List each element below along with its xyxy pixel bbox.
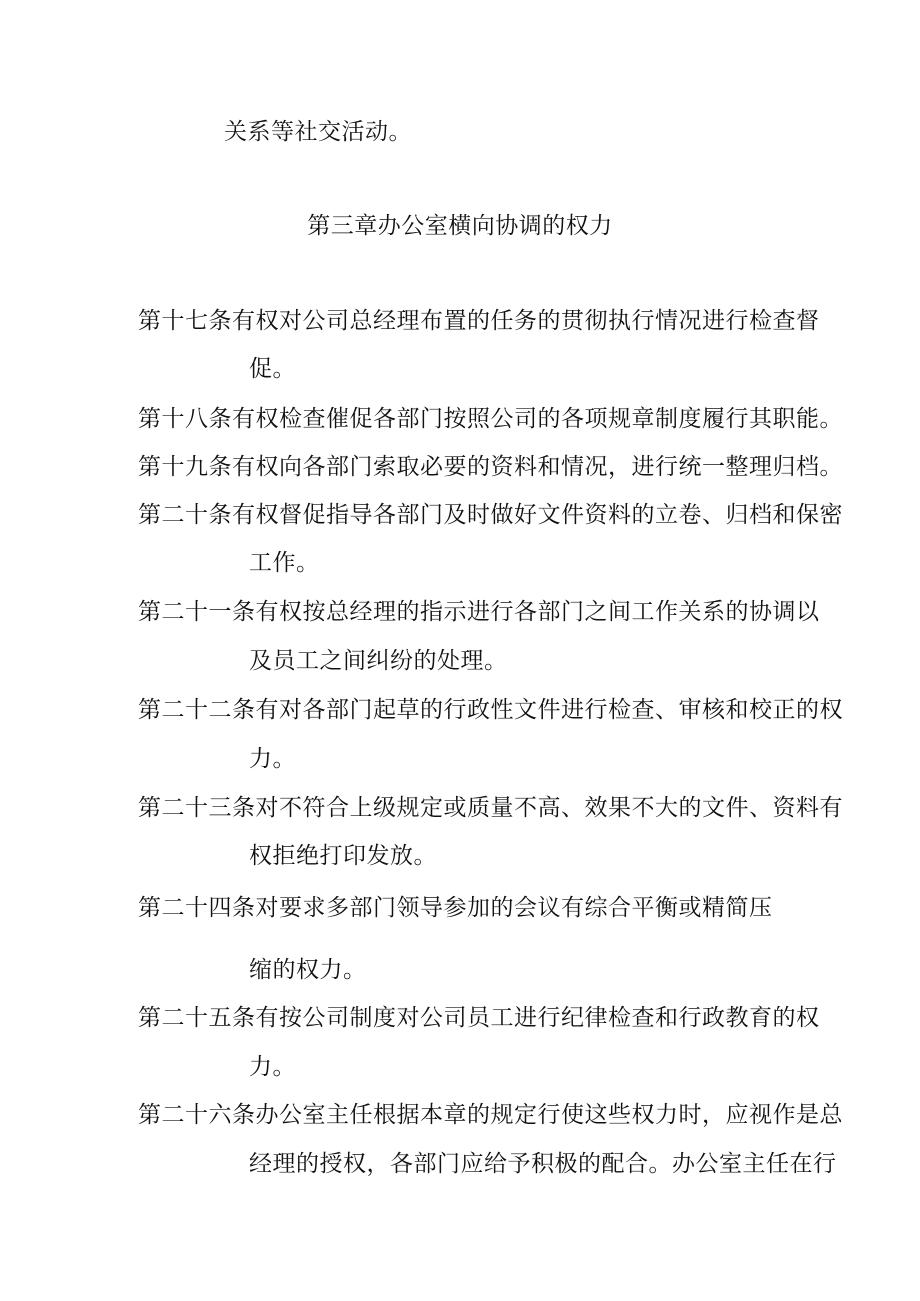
article-line: 第二十五条有按公司制度对公司员工进行纪律检查和行政教育的权 xyxy=(138,1005,820,1031)
article-line-continued: 缩的权力。 xyxy=(249,957,367,983)
article-line: 第二十一条有权按总经理的指示进行各部门之间工作关系的协调以 xyxy=(138,599,820,625)
article-line-continued: 促。 xyxy=(249,356,296,382)
article-line: 第十九条有权向各部门索取必要的资料和情况，进行统一整理归档。 xyxy=(138,454,843,480)
article-line-continued: 经理的授权，各部门应给予积极的配合。办公室主任在行 xyxy=(249,1151,837,1177)
article-line-continued: 力。 xyxy=(249,746,296,772)
article-line-continued: 工作。 xyxy=(249,550,320,576)
intro-line: 关系等社交活动。 xyxy=(224,119,412,145)
chapter-title: 第三章办公室横向协调的权力 xyxy=(307,213,613,239)
article-line: 第二十六条办公室主任根据本章的规定行使这些权力时，应视作是总 xyxy=(138,1102,843,1128)
article-line: 第二十三条对不符合上级规定或质量不高、效果不大的文件、资料有 xyxy=(138,795,843,821)
article-line: 第二十四条对要求多部门领导参加的会议有综合平衡或精简压 xyxy=(138,895,773,921)
article-line-continued: 及员工之间纠纷的处理。 xyxy=(249,648,508,674)
article-line: 第二十条有权督促指导各部门及时做好文件资料的立卷、归档和保密 xyxy=(138,502,843,528)
article-line: 第十八条有权检查催促各部门按照公司的各项规章制度履行其职能。 xyxy=(138,406,843,432)
article-line-continued: 力。 xyxy=(249,1054,296,1080)
article-line: 第十七条有权对公司总经理布置的任务的贯彻执行情况进行检查督 xyxy=(138,308,820,334)
article-line-continued: 权拒绝打印发放。 xyxy=(249,843,437,869)
article-line: 第二十二条有对各部门起草的行政性文件进行检查、审核和校正的权 xyxy=(138,697,843,723)
